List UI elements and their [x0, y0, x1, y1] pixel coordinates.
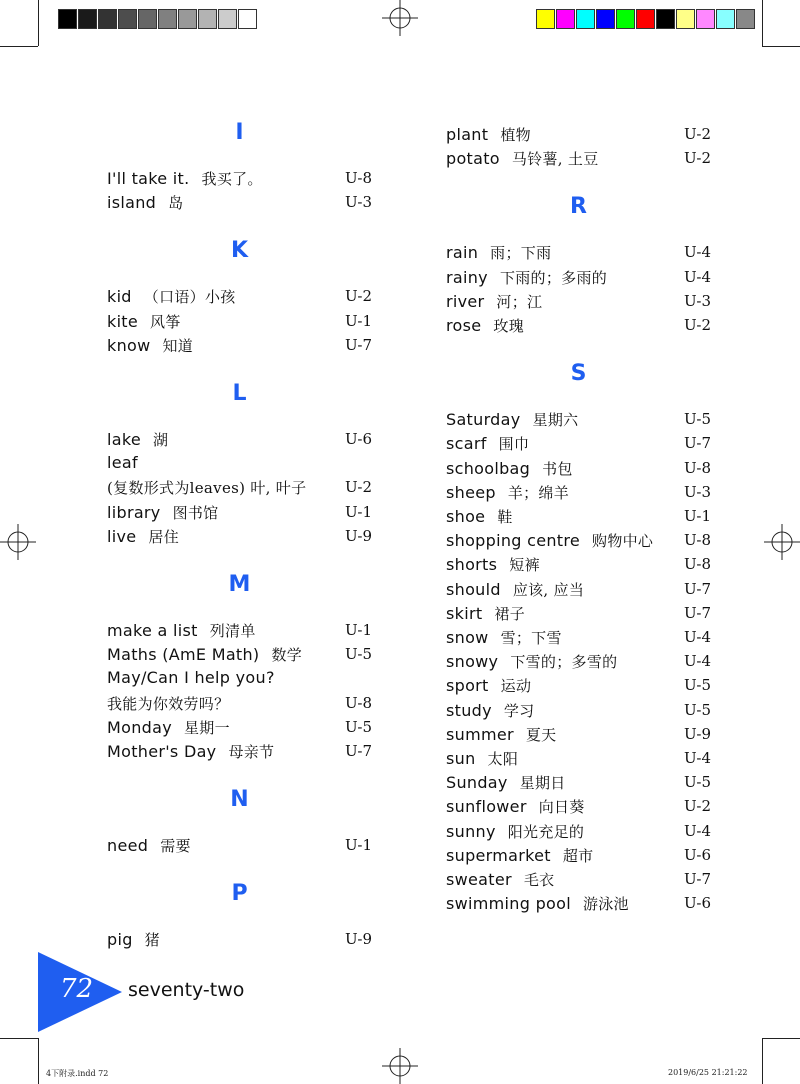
entry-text [446, 675, 531, 696]
unit-ref: U-5 [345, 645, 372, 664]
english-word: rose [446, 316, 482, 335]
glossary-entry [446, 651, 711, 675]
english-word: know [107, 335, 151, 355]
entry-text [446, 651, 617, 672]
color-swatch [238, 9, 257, 29]
entry-text [107, 192, 183, 213]
registration-mark-icon [764, 524, 800, 560]
unit-ref: U-3 [684, 482, 711, 501]
english-word: snowy [446, 652, 499, 672]
unit-ref: U-6 [684, 894, 711, 913]
glossary-entry [107, 429, 372, 453]
chinese-meaning: 居住 [148, 527, 180, 546]
english-word: pig [107, 930, 133, 950]
chinese-meaning: 需要 [160, 837, 191, 856]
chinese-meaning: 裙子 [494, 604, 526, 623]
color-swatch [576, 9, 595, 29]
unit-ref: U-7 [684, 434, 711, 453]
unit-ref: U-5 [684, 700, 711, 719]
entry-text [446, 315, 524, 336]
english-word: Monday [107, 717, 172, 737]
english-word: kite [107, 311, 139, 331]
chinese-meaning: 马铃薯, 土豆 [511, 150, 599, 169]
unit-ref: U-1 [345, 311, 372, 330]
chinese-meaning: 书包 [542, 459, 573, 478]
unit-ref: U-9 [684, 724, 711, 743]
glossary-entry [107, 502, 372, 526]
english-word: schoolbag [446, 458, 531, 478]
glossary-entry [107, 286, 372, 310]
glossary-entry [446, 554, 711, 578]
entry-text [107, 693, 229, 714]
unit-ref: U-8 [684, 458, 711, 477]
crop-mark [0, 46, 38, 47]
entry-text [446, 700, 534, 721]
unit-ref: U-4 [684, 628, 711, 646]
color-swatch [596, 9, 615, 29]
registration-mark-icon [0, 524, 36, 560]
unit-ref: U-8 [684, 531, 711, 550]
english-word: sunny [446, 821, 496, 841]
entry-text [446, 124, 531, 145]
entry-text [446, 506, 513, 527]
glossary-entry [107, 192, 372, 216]
unit-ref: U-3 [684, 291, 711, 310]
english-word: sheep [446, 482, 496, 502]
chinese-meaning: 岛 [168, 194, 184, 213]
crop-mark [762, 46, 800, 47]
entry-text [446, 409, 578, 430]
unit-ref: U-1 [345, 502, 372, 521]
entry-text [446, 772, 566, 793]
glossary-entry [446, 267, 711, 291]
english-word: rainy [446, 267, 488, 287]
unit-ref: U-4 [684, 243, 711, 262]
glossary-entry [446, 869, 711, 893]
chinese-meaning: 应该, 应当 [512, 580, 585, 599]
english-word: Maths (AmE Math) [107, 645, 260, 665]
color-swatch [118, 9, 137, 29]
crop-mark [38, 0, 39, 46]
unit-ref: U-8 [345, 169, 372, 187]
entry-text [446, 845, 593, 866]
english-word: summer [446, 724, 514, 744]
unit-ref: U-2 [345, 478, 372, 497]
english-word: island [107, 193, 157, 213]
unit-ref: U-7 [345, 742, 372, 760]
english-word: study [446, 700, 492, 720]
entry-text [107, 741, 274, 762]
glossary-entry [446, 627, 711, 651]
english-word: Sunday [446, 773, 508, 793]
crop-mark [0, 1038, 38, 1039]
glossary-entry [107, 717, 372, 741]
glossary-entry [446, 409, 711, 433]
english-word: snow [446, 628, 489, 647]
english-word: lake [107, 430, 141, 449]
unit-ref: U-4 [684, 652, 711, 671]
unit-ref: U-7 [684, 870, 711, 888]
unit-ref: U-4 [684, 267, 711, 286]
entry-text [446, 796, 585, 817]
color-swatch [636, 9, 655, 29]
glossary-entry [107, 668, 372, 692]
english-word: sport [446, 676, 489, 696]
chinese-meaning: 下雪的；多雪的 [510, 653, 618, 672]
section-letter: M [228, 572, 251, 597]
entry-text [107, 929, 160, 950]
chinese-meaning: 图书馆 [172, 503, 219, 522]
chinese-meaning: 我买了。 [201, 170, 263, 188]
entry-text [446, 482, 569, 503]
page-number-word: seventy-two [128, 979, 245, 1001]
color-swatch [696, 9, 715, 29]
entry-text [446, 291, 542, 312]
entry-text [446, 603, 525, 624]
chinese-meaning: 猪 [144, 931, 160, 950]
glossary-entry [446, 700, 711, 724]
crop-mark [38, 1038, 39, 1084]
english-word: sweater [446, 870, 512, 889]
unit-ref: U-2 [684, 125, 711, 143]
glossary-entry [446, 124, 711, 148]
glossary-entry [446, 530, 711, 554]
file-slug: 4下附录.indd 72 [46, 1069, 109, 1078]
section-letter: R [570, 194, 587, 220]
chinese-meaning: 雪；下雪 [500, 629, 562, 647]
unit-ref: U-8 [684, 555, 711, 574]
unit-ref: U-5 [345, 717, 372, 736]
unit-ref: U-4 [684, 749, 711, 767]
unit-ref: U-9 [345, 526, 372, 545]
english-word: skirt [446, 603, 483, 623]
glossary-entry [446, 482, 711, 506]
color-swatch [58, 9, 77, 29]
entry-text [107, 717, 230, 738]
chinese-meaning: 星期一 [183, 718, 230, 737]
unit-ref: U-7 [345, 335, 372, 354]
unit-ref: U-7 [684, 579, 711, 598]
color-swatch [98, 9, 117, 29]
section-letter: P [231, 881, 248, 907]
english-word: scarf [446, 434, 487, 454]
color-swatch [716, 9, 735, 29]
chinese-meaning: 鞋 [497, 508, 513, 526]
glossary-entry [107, 311, 372, 335]
chinese-meaning: 超市 [562, 846, 594, 865]
crop-mark [762, 0, 763, 46]
color-swatch [158, 9, 177, 29]
unit-ref: U-2 [684, 149, 711, 168]
chinese-meaning: 运动 [500, 677, 532, 696]
english-word: plant [446, 125, 489, 144]
english-word: May/Can I help you? [107, 668, 275, 688]
chinese-meaning: 游泳池 [582, 895, 629, 914]
glossary-entry [107, 693, 372, 717]
chinese-meaning: 星期六 [532, 411, 579, 430]
chinese-meaning: 河；江 [496, 292, 543, 311]
glossary-entry [446, 148, 711, 172]
unit-ref: U-6 [345, 430, 372, 448]
entry-text [446, 148, 599, 169]
glossary-entry [446, 579, 711, 603]
chinese-meaning: (复数形式为leaves) 叶, 叶子 [107, 479, 307, 498]
glossary-entry [107, 477, 372, 501]
chinese-meaning: 玫瑰 [493, 317, 525, 335]
unit-ref: U-5 [684, 410, 711, 429]
entry-text [446, 627, 562, 648]
color-swatch [676, 9, 695, 29]
unit-ref: U-2 [684, 797, 711, 816]
english-word: shopping centre [446, 531, 581, 551]
english-word: river [446, 291, 485, 311]
page-number: 72 [60, 974, 94, 1004]
glossary-entry [446, 291, 711, 315]
color-swatch [198, 9, 217, 29]
entry-text [107, 620, 256, 641]
chinese-meaning: 我能为你效劳吗？ [107, 694, 230, 713]
chinese-meaning: 星期日 [519, 774, 566, 793]
color-swatch [656, 9, 675, 29]
entry-text [107, 429, 168, 450]
glossary-entry [446, 603, 711, 627]
chinese-meaning: 学习 [503, 701, 535, 720]
entry-text [446, 748, 518, 769]
entry-text [107, 502, 218, 523]
chinese-meaning: 风筝 [150, 312, 181, 331]
glossary-entry [107, 620, 372, 644]
entry-text [107, 835, 191, 856]
entry-text [446, 267, 607, 288]
color-bar [536, 9, 756, 29]
chinese-meaning: 向日葵 [538, 798, 585, 817]
entry-text [107, 477, 306, 498]
english-word: library [107, 502, 161, 522]
glossary-entry [446, 433, 711, 457]
unit-ref: U-2 [345, 287, 372, 306]
entry-text [107, 311, 181, 332]
entry-text [107, 286, 236, 307]
color-swatch [536, 9, 555, 29]
entry-text [107, 168, 263, 189]
glossary-entry [446, 772, 711, 796]
chinese-meaning: 毛衣 [523, 871, 555, 889]
chinese-meaning: 列清单 [209, 622, 256, 640]
section-letter: L [232, 381, 247, 406]
chinese-meaning: 湖 [153, 431, 169, 449]
unit-ref: U-6 [684, 845, 711, 864]
english-word: sun [446, 749, 476, 768]
english-word: Mother's Day [107, 742, 217, 761]
section-letter: S [570, 361, 587, 387]
entry-text [107, 644, 302, 665]
entry-text [107, 668, 275, 687]
english-word: shorts [446, 555, 498, 575]
glossary-entry [446, 796, 711, 820]
glossary-right-column [446, 120, 711, 930]
chinese-meaning: （口语）小孩 [143, 288, 236, 307]
entry-text [446, 433, 529, 454]
english-word: rain [446, 243, 479, 263]
unit-ref: U-4 [684, 821, 711, 840]
registration-mark-icon [382, 0, 418, 36]
chinese-meaning: 植物 [500, 126, 531, 144]
english-word: make a list [107, 621, 198, 640]
unit-ref: U-1 [345, 621, 372, 639]
unit-ref: U-5 [684, 773, 711, 792]
color-swatch [178, 9, 197, 29]
english-word: I'll take it. [107, 169, 190, 188]
entry-text [446, 869, 554, 890]
chinese-meaning: 雨；下雨 [490, 244, 552, 263]
unit-ref: U-1 [345, 836, 372, 855]
english-word: swimming pool [446, 894, 571, 914]
chinese-meaning: 母亲节 [228, 743, 275, 761]
chinese-meaning: 数学 [271, 646, 303, 665]
entry-text [107, 526, 179, 547]
chinese-meaning: 阳光充足的 [507, 822, 585, 841]
entry-text [446, 554, 540, 575]
color-swatch [736, 9, 755, 29]
color-swatch [556, 9, 575, 29]
glossary-entry [107, 168, 372, 192]
english-word: shoe [446, 507, 486, 526]
chinese-meaning: 围巾 [498, 435, 530, 454]
chinese-meaning: 知道 [162, 336, 194, 355]
entry-text [107, 453, 138, 472]
unit-ref: U-7 [684, 603, 711, 622]
entry-text [446, 458, 573, 479]
entry-text [446, 530, 653, 551]
chinese-meaning: 短裤 [509, 556, 540, 575]
unit-ref: U-8 [345, 693, 372, 712]
color-swatch [78, 9, 97, 29]
color-swatch [138, 9, 157, 29]
english-word: kid [107, 287, 132, 307]
glossary-entry [446, 845, 711, 869]
unit-ref: U-2 [684, 316, 711, 334]
glossary-entry [446, 893, 711, 917]
english-word: potato [446, 149, 500, 169]
entry-text [446, 821, 584, 842]
crop-mark [762, 1038, 800, 1039]
english-word: live [107, 526, 137, 546]
chinese-meaning: 购物中心 [592, 532, 654, 551]
entry-text [446, 579, 584, 600]
glossary-entry [107, 335, 372, 359]
entry-text [446, 893, 629, 914]
glossary-entry [446, 724, 711, 748]
unit-ref: U-9 [345, 930, 372, 949]
glossary-entry [107, 453, 372, 477]
color-swatch [616, 9, 635, 29]
english-word: need [107, 836, 149, 856]
entry-text [446, 724, 556, 745]
glossary-entry [446, 458, 711, 482]
glossary-entry [446, 242, 711, 266]
unit-ref: U-1 [684, 507, 711, 525]
glossary-entry [446, 748, 711, 772]
crop-mark [762, 1038, 763, 1084]
glossary-entry [446, 675, 711, 699]
unit-ref: U-3 [345, 193, 372, 212]
chinese-meaning: 夏天 [525, 725, 557, 744]
chinese-meaning: 下雨的；多雨的 [499, 268, 608, 287]
date-slug: 2019/6/25 21:21:22 [668, 1068, 748, 1077]
registration-mark-icon [382, 1048, 418, 1084]
entry-text [107, 335, 193, 356]
section-letter: I [235, 120, 244, 145]
entry-text [446, 242, 551, 263]
english-word: sunflower [446, 797, 527, 817]
glossary-entry [107, 644, 372, 668]
chinese-meaning: 羊；绵羊 [507, 483, 570, 502]
glossary-entry [107, 929, 372, 953]
glossary-entry [446, 315, 711, 339]
glossary-entry [446, 821, 711, 845]
english-word: supermarket [446, 845, 551, 865]
glossary-left-column [107, 120, 372, 970]
english-word: Saturday [446, 410, 521, 430]
english-word: leaf [107, 453, 138, 473]
color-swatch [218, 9, 237, 29]
english-word: should [446, 579, 501, 599]
section-letter: N [230, 787, 249, 813]
glossary-entry [446, 506, 711, 530]
chinese-meaning: 太阳 [487, 750, 519, 768]
glossary-entry [107, 835, 372, 859]
section-letter: K [230, 238, 249, 264]
unit-ref: U-5 [684, 676, 711, 695]
glossary-entry [107, 741, 372, 765]
grayscale-bar [58, 9, 258, 29]
glossary-entry [107, 526, 372, 550]
